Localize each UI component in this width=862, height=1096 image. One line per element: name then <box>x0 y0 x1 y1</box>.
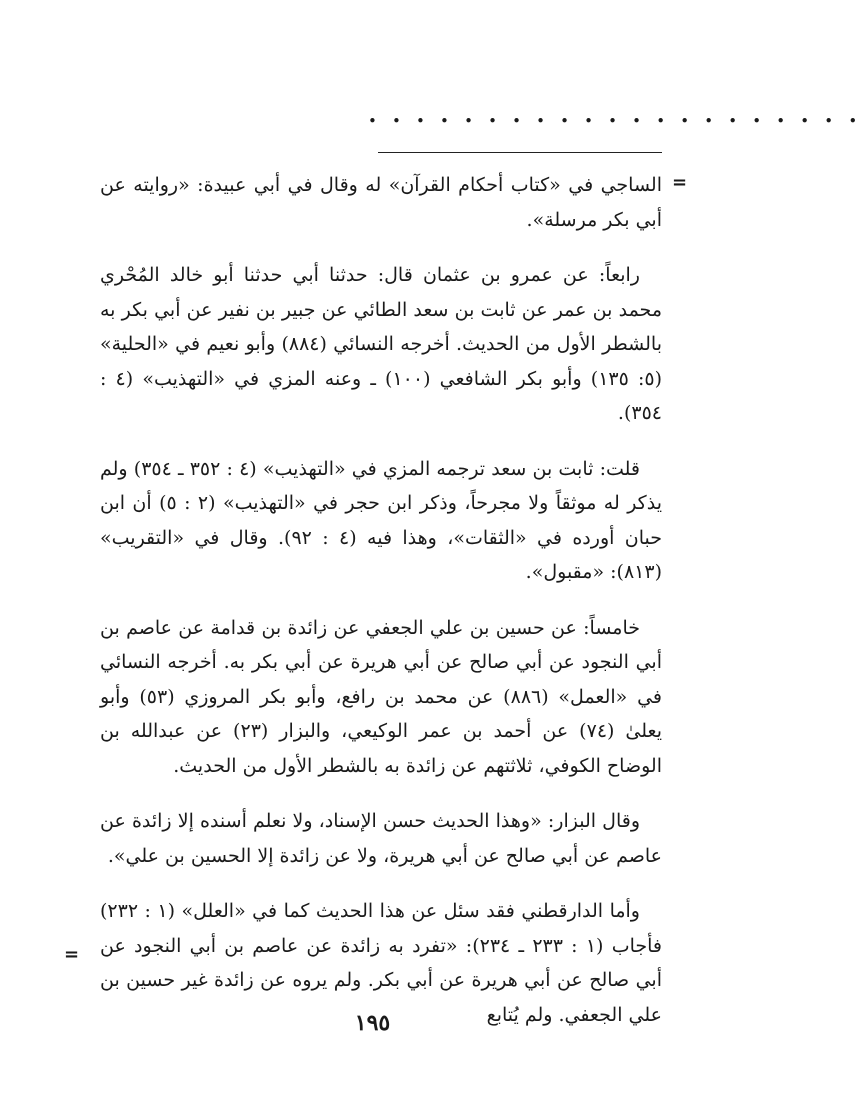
footnote-separator-rule <box>378 152 662 153</box>
paragraph-narrator-note: قلت: ثابت بن سعد ترجمه المزي في «التهذيب» (٤ : ٣٥٢ ـ ٣٥٤) ولم يذكر له موثقاً ولا مجرحاً، وذكر ابن حجر في «التهذيب» (٢ : ٥) أن ابن حبان أورده في «الثقات»، وهذا فيه (٤ : ٩٢). وقال في «التقريب» (٨١٣): «مقبول». <box>100 457 662 583</box>
paragraph-bazzar-quote: وقال البزار: «وهذا الحديث حسن الإسناد، ولا نعلم أسنده إلا زائدة عن عاصم عن أبي صالح عن أبي هريرة، ولا عن زائدة إلا الحسين بن علي». <box>100 810 662 867</box>
page-number: ١٩٥ <box>354 1010 391 1036</box>
footnote-text-block <box>100 168 662 1032</box>
paragraph-fourth-route: رابعاً: عن عمرو بن عثمان قال: حدثنا أبي حدثنا أبو خالد المُحْري محمد بن عمر عن ثابت بن سعد الطائي عن جبير بن نفير عن أبي بكر به بالشطر الأول من الحديث. أخرجه النسائي (٨٨٤) وأبو نعيم في «الحلية» (٥: ١٣٥) وأبو بكر الشافعي (١٠٠) ـ وعنه المزي في «التهذيب» (٤ : ٣٥٤). <box>100 264 662 424</box>
continuation-marker-top: = <box>672 172 688 193</box>
continuation-marker-bottom: = <box>64 944 80 965</box>
paragraph-continuation: الساجي في «كتاب أحكام القرآن» له وقال في أبي عبيدة: «روايته عن أبي بكر مرسلة». <box>100 174 662 231</box>
paragraph-daraqutni: وأما الدارقطني فقد سئل عن هذا الحديث كما في «العلل» (١ : ٢٣٢) فأجاب (١ : ٢٣٣ ـ ٢٣٤): «تفرد به زائدة عن عاصم بن أبي النجود عن أبي صالح عن أبي هريرة عن أبي بكر. ولم يروه عن زائدة غير حسين بن علي الجعفي. ولم يُتابع <box>100 900 662 1026</box>
header-dots: • • • • • • • • • • • • • • • • • • • • • <box>368 112 862 130</box>
paragraph-fifth-route: خامساً: عن حسين بن علي الجعفي عن زائدة بن قدامة عن عاصم بن أبي النجود عن أبي صالح عن أبي هريرة عن أبي بكر به. أخرجه النسائي في «العمل» (٨٨٦) عن محمد بن رافع، وأبو بكر المروزي (٥٣) وأبو يعلىٰ (٧٤) عن أحمد بن عمر الوكيعي، والبزار (٢٣) عن عبدالله بن الوضاح الكوفي، ثلاثتهم عن زائدة به بالشطر الأول من الحديث. <box>100 616 662 777</box>
